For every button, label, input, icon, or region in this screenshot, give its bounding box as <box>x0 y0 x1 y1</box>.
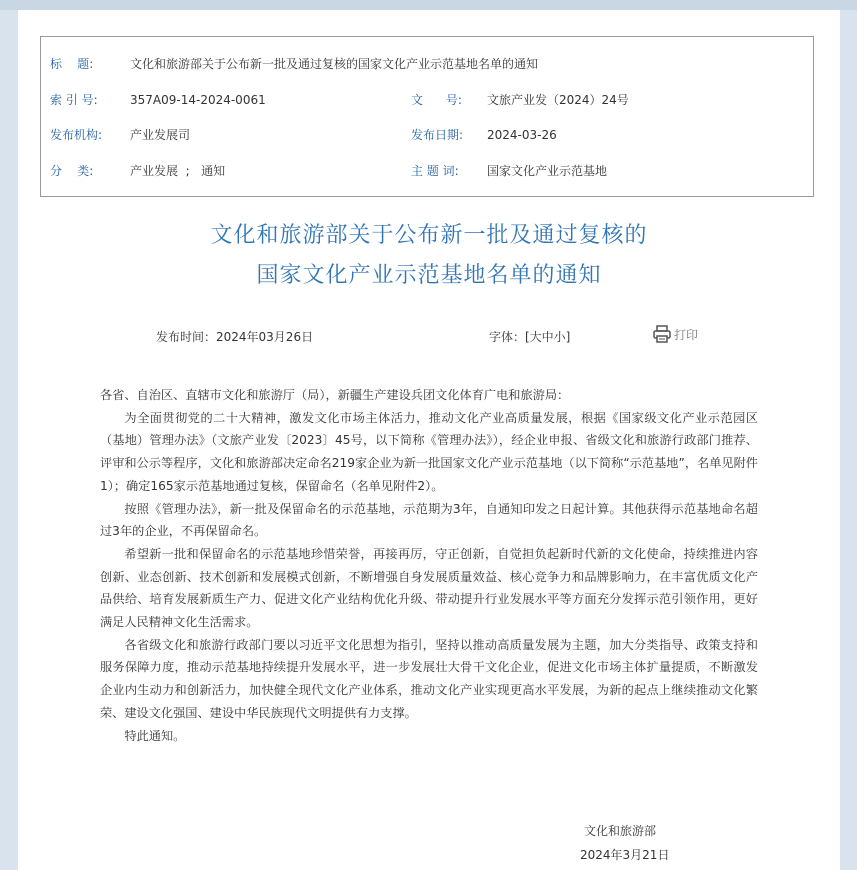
print-button[interactable] <box>652 324 698 344</box>
page-title-line-2: 国家文化产业示范基地名单的通知 <box>256 263 602 288</box>
publish-time: 发布时间：2024年03月26日 <box>156 330 314 344</box>
addressee: 各省、自治区、直辖市文化和旅游厅（局），新疆生产建设兵团文化体育广电和旅游局： <box>100 388 570 402</box>
metadata-table <box>40 36 814 197</box>
meta-org-label: 发布机构: <box>50 128 103 142</box>
closing: 特此通知。 <box>124 728 186 743</box>
meta-row-title <box>41 54 813 74</box>
meta-subject-value: 国家文化产业示范基地 <box>487 164 608 178</box>
meta-index-label: 索 引 号: <box>50 93 98 107</box>
paragraph-4: 各省级文化和旅游行政部门要以习近平文化思想为指引，坚持以推动高质量发展为主题，加大分类指导、政策支持和服务保障力度，推动示范基地持续提升发展水平，进一步发展壮大骨干文化企业，促进文化市场主体扩量提质，不断激发企业内生动力和创新活力，加快健全现代文化产业体系，推动文化产业实现更高水平发展，为新的起点上继续推动文化繁荣、建设文化强国、建设中华民族现代文明提供有力支撑。 <box>100 637 758 720</box>
meta-title-label: 标 题: <box>50 57 94 71</box>
font-size-selector[interactable]: 字体：[大中小] <box>489 330 571 344</box>
paragraph-3: 希望新一批和保留命名的示范基地珍惜荣誉，再接再厉，守正创新，自觉担负起新时代新的文化使命，持续推进内容创新、业态创新、技术创新和发展模式创新，不断增强自身发展质量效益、核心竞争力和品牌影响力，在丰富优质文化产品供给、培育发展新质生产力、促进文化产业结构优化升级、带动提升行业发展水平等方面充分发挥示范引领作用，更好满足人民精神文化生活需求。 <box>100 546 758 630</box>
meta-row-org <box>41 125 813 145</box>
meta-title-value: 文化和旅游部关于公布新一批及通过复核的国家文化产业示范基地名单的通知 <box>130 57 539 71</box>
print-label: 打印 <box>674 327 699 342</box>
paragraph-1: 为全面贯彻党的二十大精神，激发文化市场主体活力，推动文化产业高质量发展，根据《国家级文化产业示范园区（基地）管理办法》（文旅产业发〔2023〕45号，以下简称《管理办法》），经企业申报、省级文化和旅游行政部门推荐、评审和公示等程序，文化和旅游部决定命名219家企业为新一批国家文化产业示范基地（以下简称“示范基地”，名单见附件1）；确定165家示范基地通过复核，保留命名（名单见附件2）。 <box>100 410 758 493</box>
meta-docno-value: 文旅产业发（2024）24号 <box>487 93 629 107</box>
meta-subject-label: 主 题 词: <box>411 164 459 178</box>
signature-org: 文化和旅游部 <box>584 824 657 838</box>
meta-org-value: 产业发展司 <box>130 128 191 142</box>
printer-icon <box>652 324 672 344</box>
meta-category-label: 分 类: <box>50 164 94 178</box>
meta-row-index <box>41 90 813 110</box>
meta-category-value: 产业发展 ; 通知 <box>130 164 226 178</box>
page-title-line-1: 文化和旅游部关于公布新一批及通过复核的 <box>210 223 648 248</box>
signature-date: 2024年3月21日 <box>580 848 670 862</box>
meta-docno-label: 文 号: <box>411 93 462 107</box>
meta-date-label: 发布日期: <box>411 128 464 142</box>
top-strip <box>0 0 857 10</box>
paragraph-2: 按照《管理办法》，新一批及保留命名的示范基地，示范期为3年，自通知印发之日起计算。其他获得示范基地命名超过3年的企业，不再保留命名。 <box>100 501 758 539</box>
meta-date-value: 2024-03-26 <box>487 128 557 142</box>
document-page <box>18 10 840 870</box>
document-body <box>100 384 758 747</box>
meta-index-value: 357A09-14-2024-0061 <box>130 93 266 107</box>
meta-row-category <box>41 161 813 181</box>
